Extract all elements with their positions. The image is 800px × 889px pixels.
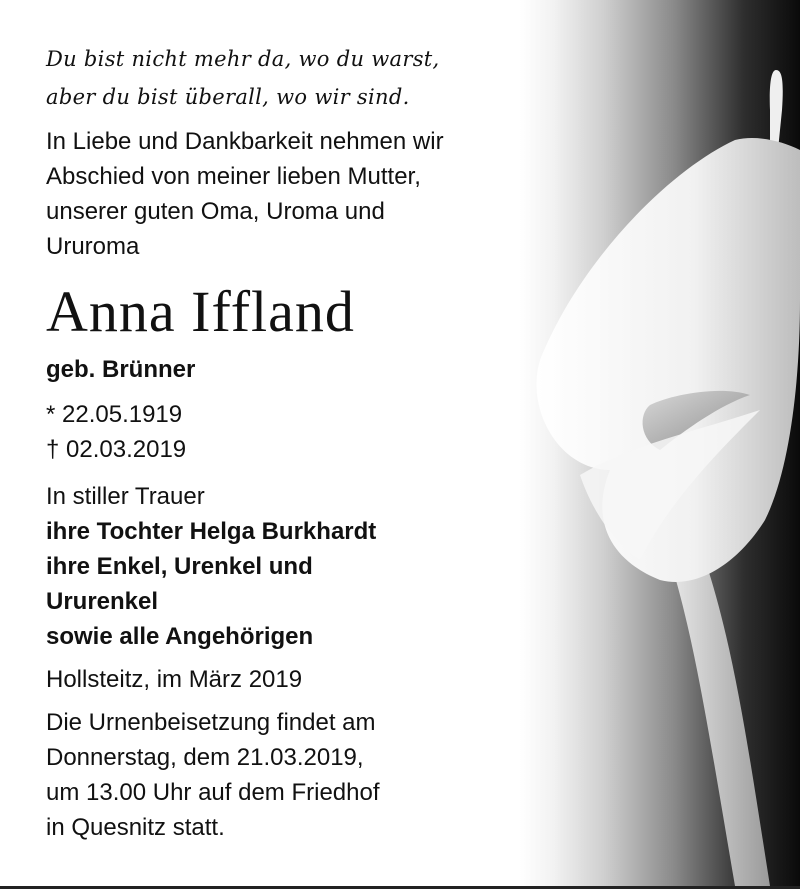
death-date: † 02.03.2019 <box>46 436 187 463</box>
funeral-line-1: Die Urnenbeisetzung findet am <box>46 709 376 736</box>
mourner-line-4: sowie alle Angehörigen <box>46 623 314 650</box>
intro-line-1: In Liebe und Dankbarkeit nehmen wir <box>46 128 444 155</box>
calla-lily-photo <box>520 0 800 886</box>
birth-date: * 22.05.1919 <box>46 401 183 428</box>
memorial-quote <box>46 40 526 116</box>
life-dates <box>46 397 526 467</box>
funeral-line-3: um 13.00 Uhr auf dem Friedhof <box>46 779 380 806</box>
birth-name: geb. Brünner <box>46 356 196 383</box>
deceased-name: Anna Iffland <box>46 279 355 344</box>
quote-line-1: Du bist nicht mehr da, wo du warst, <box>46 47 440 71</box>
farewell-intro <box>46 124 526 264</box>
funeral-line-2: Donnerstag, dem 21.03.2019, <box>46 744 364 771</box>
mourner-line-1: ihre Tochter Helga Burkhardt <box>46 518 377 545</box>
intro-line-2: Abschied von meiner lieben Mutter, <box>46 163 421 190</box>
mourner-line-2: ihre Enkel, Urenkel und <box>46 553 313 580</box>
funeral-notice <box>46 705 526 845</box>
quote-line-2: aber du bist überall, wo wir sind. <box>46 85 410 109</box>
calla-lily-illustration <box>520 0 800 886</box>
place-and-date: Hollsteitz, im März 2019 <box>46 666 303 693</box>
intro-line-4: Ururoma <box>46 233 140 260</box>
mourner-line-3: Ururenkel <box>46 588 159 615</box>
mourners-block <box>46 479 526 654</box>
mourning-intro: In stiller Trauer <box>46 483 205 510</box>
obituary-text-column <box>46 40 526 845</box>
intro-line-3: unserer guten Oma, Uroma und <box>46 198 385 225</box>
funeral-line-4: in Quesnitz statt. <box>46 814 225 841</box>
